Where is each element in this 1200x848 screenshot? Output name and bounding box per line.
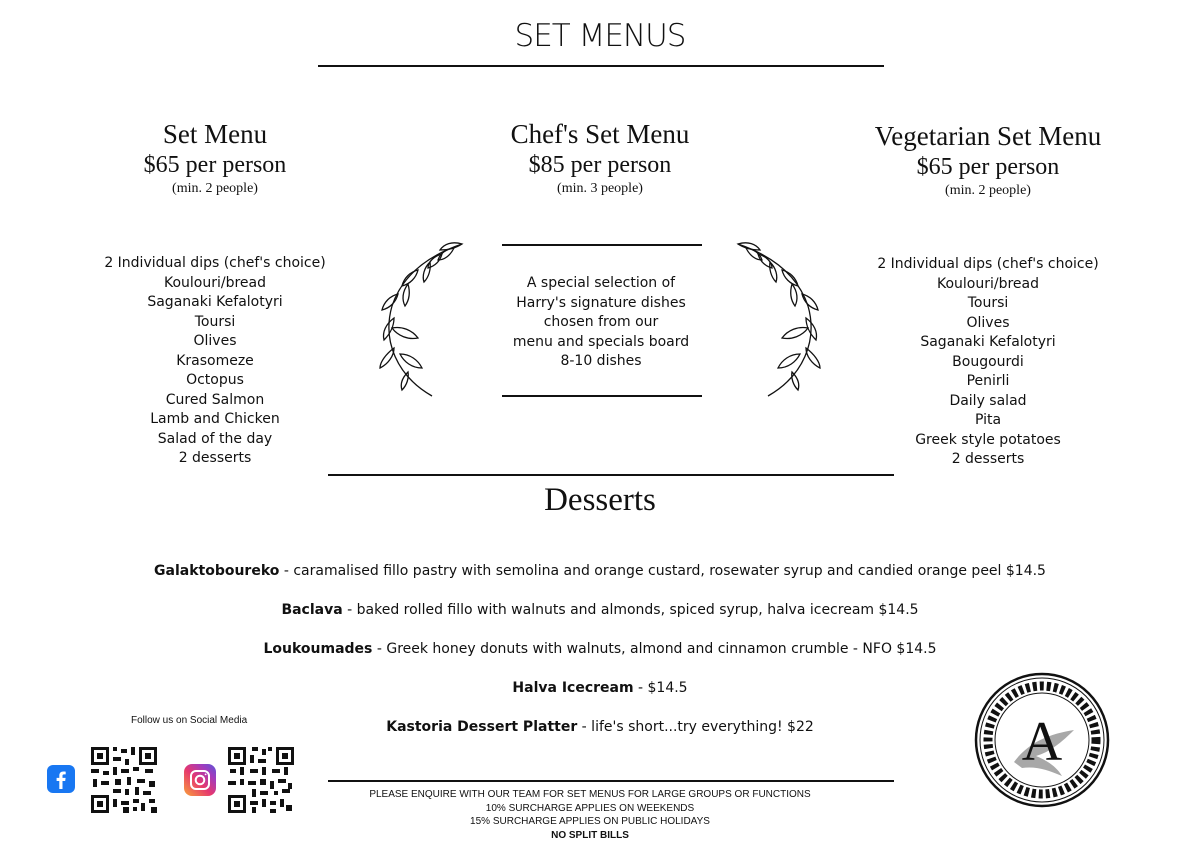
dessert-item xyxy=(0,563,1200,579)
chef-desc-line: Harry's signature dishes xyxy=(516,294,686,311)
dessert-name: Galaktoboureko xyxy=(154,563,280,579)
footer-line: 10% SURCHARGE APPLIES ON WEEKENDS xyxy=(485,802,695,814)
list-item: Octopus xyxy=(186,372,244,388)
footer-notes xyxy=(300,788,880,842)
list-item: Salad of the day xyxy=(157,430,273,447)
facebook-qr-code[interactable] xyxy=(89,745,159,815)
instagram-qr-code[interactable] xyxy=(226,745,296,815)
set-menu-header xyxy=(80,118,350,198)
chef-desc-line: chosen from our xyxy=(543,314,659,331)
logo-letter: A xyxy=(1021,711,1063,773)
list-item: Toursi xyxy=(967,295,1009,311)
dessert-name: Halva Icecream xyxy=(512,680,634,696)
list-item: Pita xyxy=(974,412,1002,428)
facebook-icon[interactable] xyxy=(47,765,75,793)
list-item: Lamb and Chicken xyxy=(150,411,280,427)
list-item: Bougourdi xyxy=(952,353,1024,370)
dessert-desc: - baked rolled fillo with walnuts and almonds, spiced syrup, halva icecream $14.5 xyxy=(342,602,919,618)
chef-menu-price: $85 per person xyxy=(528,152,672,178)
list-item: 2 desserts xyxy=(178,450,252,466)
list-item: Saganaki Kefalotyri xyxy=(920,334,1056,350)
list-item: Krasomeze xyxy=(176,352,254,369)
veg-menu-min: (min. 2 people) xyxy=(945,183,1031,198)
list-item: Koulouri/bread xyxy=(163,274,267,291)
list-item: 2 Individual dips (chef's choice) xyxy=(104,255,326,271)
set-menu-price: $65 per person xyxy=(143,152,287,178)
dessert-name: Kastoria Dessert Platter xyxy=(386,719,578,735)
restaurant-logo xyxy=(974,672,1110,808)
dessert-desc: - Greek honey donuts with walnuts, almond and cinnamon crumble - NFO $14.5 xyxy=(372,641,937,657)
desserts-title: Desserts xyxy=(544,482,656,518)
dessert-desc: - life's short...try everything! $22 xyxy=(577,719,814,735)
veg-menu-header xyxy=(840,120,1136,200)
list-item: Toursi xyxy=(194,313,236,330)
dessert-name: Baclava xyxy=(281,602,343,618)
chef-desc-line: menu and specials board xyxy=(512,333,690,350)
chef-menu-title: Chef's Set Menu xyxy=(510,119,690,149)
laurel-left-icon xyxy=(372,236,472,400)
list-item: Cured Salmon xyxy=(165,391,265,408)
footer-line: PLEASE ENQUIRE WITH OUR TEAM FOR SET MENUS FOR LARGE GROUPS OR FUNCTIONS xyxy=(369,789,811,800)
dessert-desc: - caramalised fillo pastry with semolina and orange custard, rosewater syrup and candied orange peel $14.5 xyxy=(279,563,1046,579)
chef-bottom-rule xyxy=(502,395,702,397)
set-menu-title: Set Menu xyxy=(162,119,268,149)
dessert-name: Loukoumades xyxy=(263,641,373,657)
chef-top-rule xyxy=(502,244,702,246)
list-item: 2 Individual dips (chef's choice) xyxy=(877,256,1099,272)
set-menu-min: (min. 2 people) xyxy=(172,181,258,196)
chef-menu-min: (min. 3 people) xyxy=(557,181,643,196)
chef-menu-header xyxy=(465,118,735,198)
list-item: Daily salad xyxy=(949,392,1027,409)
chef-description xyxy=(486,274,716,372)
list-item: 2 desserts xyxy=(951,451,1025,467)
page-title: SET MENUS xyxy=(514,18,686,54)
dessert-item xyxy=(0,641,1200,657)
dessert-desc: - $14.5 xyxy=(633,680,688,696)
footer-line: NO SPLIT BILLS xyxy=(551,829,629,841)
chef-desc-line: A special selection of xyxy=(526,275,676,291)
footer-rule xyxy=(328,780,894,782)
list-item: Penirli xyxy=(966,373,1010,389)
veg-menu-title: Vegetarian Set Menu xyxy=(874,121,1102,151)
instagram-icon[interactable] xyxy=(184,764,216,796)
social-label: Follow us on Social Media xyxy=(131,715,248,726)
footer-line: 15% SURCHARGE APPLIES ON PUBLIC HOLIDAYS xyxy=(470,816,710,827)
veg-menu-items xyxy=(853,255,1123,470)
veg-menu-price: $65 per person xyxy=(916,154,1060,180)
list-item: Olives xyxy=(966,314,1010,331)
title-underline xyxy=(318,65,884,67)
list-item: Koulouri/bread xyxy=(936,275,1040,292)
dessert-item xyxy=(0,602,1200,618)
list-item: Greek style potatoes xyxy=(915,431,1061,448)
chef-desc-line: 8-10 dishes xyxy=(560,353,642,370)
desserts-top-rule xyxy=(328,474,894,476)
set-menu-items xyxy=(80,254,350,469)
list-item: Saganaki Kefalotyri xyxy=(147,294,283,310)
list-item: Olives xyxy=(193,333,237,349)
laurel-right-icon xyxy=(728,236,828,400)
